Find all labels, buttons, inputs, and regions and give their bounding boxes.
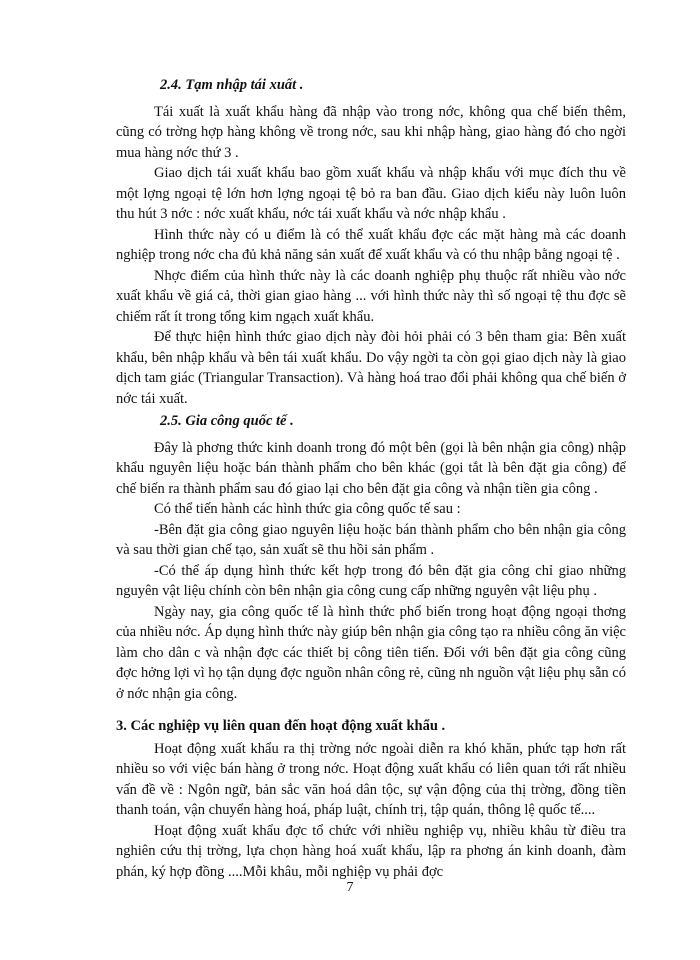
paragraph: Ngày nay, gia công quốc tế là hình thức phổ biến trong hoạt động ngoại thơng của nhiều nớc. Áp dụng hình thức này giúp bên nhận gia công tạo ra nhiều công ăn việc làm cho dân c và nhận đợc các thiết bị công tiên tiến. Đối với bên đặt gia công cũng đợc hởng lợi vì họ tận dụng đợc nguồn nhân công rẻ, cũng nh nguồn vật liệu phụ sẵn có ở nớc nhận gia công. (116, 603, 626, 702)
paragraph: Tái xuất là xuất khẩu hàng đã nhập vào trong nớc, không qua chế biến thêm, cũng có trờng hợp hàng không về trong nớc, sau khi nhập hàng, giao hàng đó cho ngời mua hàng nớc thứ 3 . (116, 103, 626, 161)
paragraph: Để thực hiện hình thức giao dịch này đòi hỏi phải có 3 bên tham gia: Bên xuất khẩu, bên nhập khẩu và bên tái xuất khẩu. Do vậy ngời ta còn gọi giao dịch này là giao dịch tam giác (Triangular Transaction). Và hàng hoá trao đổi phải không qua chế biến ở nớc tái xuất. (116, 329, 626, 407)
paragraph: Nhợc điểm của hình thức này là các doanh nghiệp phụ thuộc rất nhiều vào nớc xuất khẩu về giá cả, thời gian giao hàng ... với hình thức này thì số ngoại tệ thu đợc sẽ chiếm rất ít trong tổng kim ngạch xuất khẩu. (116, 267, 626, 325)
page-number: 7 (346, 880, 354, 895)
paragraph: Giao dịch tái xuất khẩu bao gồm xuất khẩu và nhập khẩu với mục đích thu về một lợng ngoại tệ lớn hơn lợng ngoại tệ bỏ ra ban đầu. Giao dịch kiểu này luôn luôn thu hút 3 nớc : nớc xuất khẩu, nớc tái xuất khẩu và nớc nhập khẩu . (116, 165, 626, 222)
paragraph: Có thể tiến hành các hình thức gia công quốc tế sau : (154, 501, 461, 517)
paragraph: Hoạt động xuất khẩu đợc tổ chức với nhiều nghiệp vụ, nhiều khâu từ điều tra nghiên cứu thị trờng, lựa chọn hàng hoá xuất khẩu, lập ra phơng án kinh doanh, đàm phán, ký hợp đồng ....Mỗi khâu, mỗi nghiệp vụ phải đợc (116, 822, 626, 880)
list-item: -Bên đặt gia công giao nguyên liệu hoặc bán thành phẩm cho bên nhận gia công và sau thời gian chế tạo, sản xuất sẽ thu hồi sản phẩm . (116, 521, 626, 558)
paragraph: Hình thức này có u điểm là có thể xuất khẩu đợc các mặt hàng mà các doanh nghiệp trong nớc cha đủ khả năng sản xuất để xuất khẩu và có thu nhập bằng ngoại tệ . (116, 226, 626, 263)
page-content (116, 75, 626, 882)
list-item: -Có thể áp dụng hình thức kết hợp trong đó bên đặt gia công chỉ giao những nguyên vật liệu chính còn bên nhận gia công cung cấp những nguyên vật liệu phụ . (116, 562, 626, 599)
section-2-5-heading: 2.5. Gia công quốc tế . (160, 413, 294, 429)
paragraph: Hoạt động xuất khẩu ra thị trờng nớc ngoài diễn ra khó khăn, phức tạp hơn rất nhiều so với việc bán hàng ở trong nớc. Hoạt động xuất khẩu có liên quan tới rất nhiều vấn đề về : Ngôn ngữ, bản sắc văn hoá dân tộc, sự vận động của thị trờng, đồng tiền thanh toán, vận chuyển hàng hoá, pháp luật, chính trị, tập quán, thông lệ quốc tế.... (116, 740, 626, 818)
section-2-4-heading: 2.4. Tạm nhập tái xuất . (160, 77, 304, 93)
paragraph: Đây là phơng thức kinh doanh trong đó một bên (gọi là bên nhận gia công) nhập khẩu nguyên liệu hoặc bán thành phẩm cho bên khác (gọi tắt là bên đặt gia công) để chế biến ra thành phẩm sau đó giao lại cho bên đặt gia công và nhận tiền gia công . (116, 439, 626, 497)
section-3-heading: 3. Các nghiệp vụ liên quan đến hoạt động xuất khẩu . (116, 718, 446, 734)
